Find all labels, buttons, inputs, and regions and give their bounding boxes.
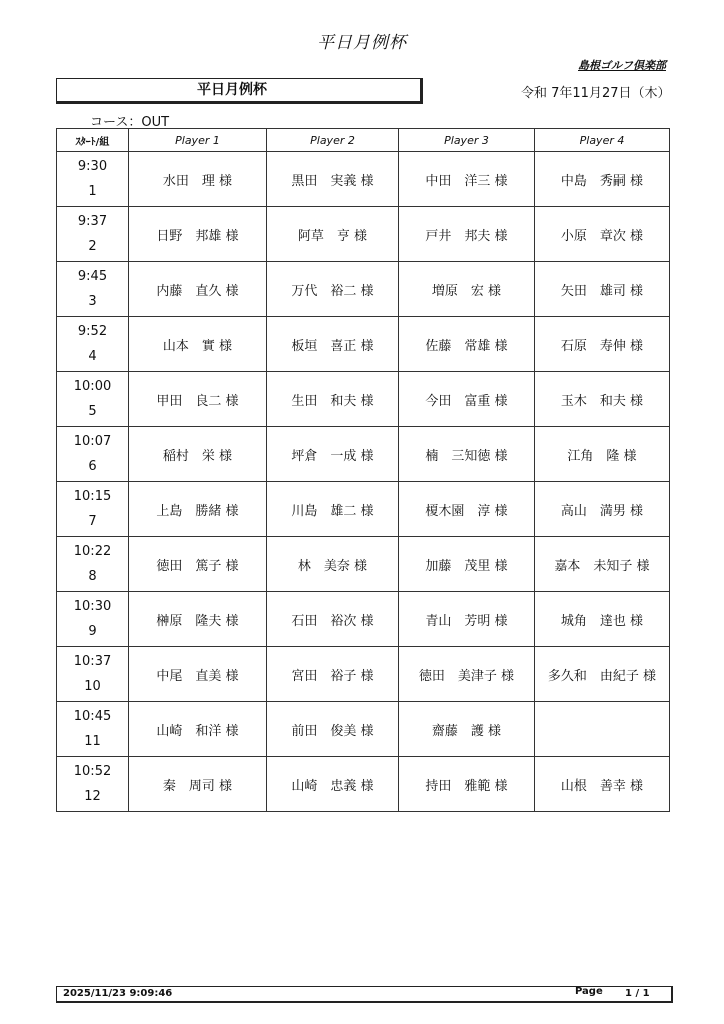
- player-2-header: Player 2: [267, 129, 399, 152]
- group-number: 7: [88, 514, 97, 529]
- group-number: 8: [88, 569, 97, 584]
- player-1-cell: 榊原 隆夫 様: [129, 592, 267, 647]
- table-row: [57, 592, 670, 647]
- group-number: 12: [84, 789, 101, 804]
- player-1-cell: 甲田 良二 様: [129, 372, 267, 427]
- start-time: 9:37: [77, 214, 108, 229]
- start-time: 9:45: [77, 269, 108, 284]
- table-row: [57, 152, 670, 207]
- table-row: [57, 317, 670, 372]
- start-schedule-table: [56, 128, 670, 812]
- start-time: 9:30: [77, 159, 108, 174]
- table-row: [57, 702, 670, 757]
- player-2-cell: 万代 裕二 様: [267, 262, 399, 317]
- table-row: [57, 757, 670, 812]
- table-row: [57, 427, 670, 482]
- start-time: 10:52: [73, 764, 112, 779]
- player-4-cell: 玉木 和夫 様: [535, 372, 670, 427]
- club-name: 島根ゴルフ倶楽部: [578, 59, 666, 72]
- start-time-group-cell: [57, 592, 129, 647]
- player-2-cell: 石田 裕次 様: [267, 592, 399, 647]
- player-4-cell: [535, 702, 670, 757]
- player-1-cell: 徳田 篤子 様: [129, 537, 267, 592]
- event-title-box: 平日月例杯: [56, 78, 423, 104]
- print-timestamp: 2025/11/23 9:09:46: [63, 988, 173, 999]
- start-time-group-cell: [57, 372, 129, 427]
- course-label: コース：OUT: [90, 115, 170, 130]
- player-4-cell: 高山 満男 様: [535, 482, 670, 537]
- player-4-cell: 嘉本 未知子 様: [535, 537, 670, 592]
- player-4-cell: 小原 章次 様: [535, 207, 670, 262]
- player-1-cell: 山崎 和洋 様: [129, 702, 267, 757]
- group-number: 6: [88, 459, 97, 474]
- player-1-cell: 日野 邦雄 様: [129, 207, 267, 262]
- table-row: [57, 537, 670, 592]
- player-2-cell: 生田 和夫 様: [267, 372, 399, 427]
- start-time-group-cell: [57, 647, 129, 702]
- player-2-cell: 板垣 喜正 様: [267, 317, 399, 372]
- start-time-group-cell: [57, 482, 129, 537]
- player-3-cell: 齋藤 護 様: [399, 702, 535, 757]
- player-3-cell: 中田 洋三 様: [399, 152, 535, 207]
- player-2-cell: 山崎 忠義 様: [267, 757, 399, 812]
- player-4-cell: 江角 隆 様: [535, 427, 670, 482]
- player-2-cell: 林 美奈 様: [267, 537, 399, 592]
- group-number: 3: [88, 294, 97, 309]
- start-time-group-cell: [57, 537, 129, 592]
- player-2-cell: 前田 俊美 様: [267, 702, 399, 757]
- start-time: 10:07: [73, 434, 112, 449]
- page-number: 1 / 1: [625, 988, 650, 999]
- player-1-cell: 上島 勝緒 様: [129, 482, 267, 537]
- player-4-header: Player 4: [535, 129, 670, 152]
- player-2-cell: 坪倉 一成 様: [267, 427, 399, 482]
- event-date: 令和 7年11月27日（木）: [521, 86, 671, 101]
- player-3-cell: 加藤 茂里 様: [399, 537, 535, 592]
- start-time: 10:15: [73, 489, 112, 504]
- player-4-cell: 城角 達也 様: [535, 592, 670, 647]
- table-row: [57, 482, 670, 537]
- player-3-cell: 佐藤 常雄 様: [399, 317, 535, 372]
- footer-bar: [56, 986, 673, 1003]
- start-time-group-cell: [57, 757, 129, 812]
- start-time: 10:22: [73, 544, 112, 559]
- player-3-cell: 持田 雅範 様: [399, 757, 535, 812]
- player-2-cell: 阿草 亨 様: [267, 207, 399, 262]
- group-number: 10: [84, 679, 101, 694]
- table-row: [57, 207, 670, 262]
- start-time: 10:37: [73, 654, 112, 669]
- table-row: [57, 262, 670, 317]
- start-time: 10:00: [73, 379, 112, 394]
- player-3-cell: 徳田 美津子 様: [399, 647, 535, 702]
- player-3-cell: 増原 宏 様: [399, 262, 535, 317]
- player-1-header: Player 1: [129, 129, 267, 152]
- start-time-group-cell: [57, 317, 129, 372]
- group-number: 11: [84, 734, 101, 749]
- player-4-cell: 中島 秀嗣 様: [535, 152, 670, 207]
- group-number: 2: [88, 239, 97, 254]
- group-number: 9: [88, 624, 97, 639]
- start-time-group-cell: [57, 152, 129, 207]
- player-2-cell: 黒田 実義 様: [267, 152, 399, 207]
- start-group-header: ｽﾀｰﾄ/組: [57, 129, 129, 152]
- group-number: 4: [88, 349, 97, 364]
- table-header-row: [57, 129, 670, 152]
- player-4-cell: 石原 寿伸 様: [535, 317, 670, 372]
- start-time-group-cell: [57, 207, 129, 262]
- start-time: 9:52: [77, 324, 108, 339]
- player-4-cell: 山根 善幸 様: [535, 757, 670, 812]
- group-number: 1: [88, 184, 97, 199]
- player-1-cell: 内藤 直久 様: [129, 262, 267, 317]
- start-time-group-cell: [57, 427, 129, 482]
- player-3-cell: 今田 富重 様: [399, 372, 535, 427]
- start-time: 10:45: [73, 709, 112, 724]
- player-1-cell: 中尾 直美 様: [129, 647, 267, 702]
- player-2-cell: 川島 雄二 様: [267, 482, 399, 537]
- player-1-cell: 山本 實 様: [129, 317, 267, 372]
- player-1-cell: 稲村 栄 様: [129, 427, 267, 482]
- player-3-cell: 戸井 邦夫 様: [399, 207, 535, 262]
- start-time-group-cell: [57, 262, 129, 317]
- player-4-cell: 多久和 由紀子 様: [535, 647, 670, 702]
- table-row: [57, 647, 670, 702]
- player-3-cell: 楠 三知徳 様: [399, 427, 535, 482]
- group-number: 5: [88, 404, 97, 419]
- start-time-group-cell: [57, 702, 129, 757]
- player-3-header: Player 3: [399, 129, 535, 152]
- player-3-cell: 青山 芳明 様: [399, 592, 535, 647]
- player-2-cell: 宮田 裕子 様: [267, 647, 399, 702]
- start-time: 10:30: [73, 599, 112, 614]
- table-row: [57, 372, 670, 427]
- page-label: Page: [575, 986, 603, 997]
- player-3-cell: 榎木園 淳 様: [399, 482, 535, 537]
- player-4-cell: 矢田 雄司 様: [535, 262, 670, 317]
- player-1-cell: 秦 周司 様: [129, 757, 267, 812]
- document-title: 平日月例杯: [317, 33, 407, 53]
- player-1-cell: 水田 理 様: [129, 152, 267, 207]
